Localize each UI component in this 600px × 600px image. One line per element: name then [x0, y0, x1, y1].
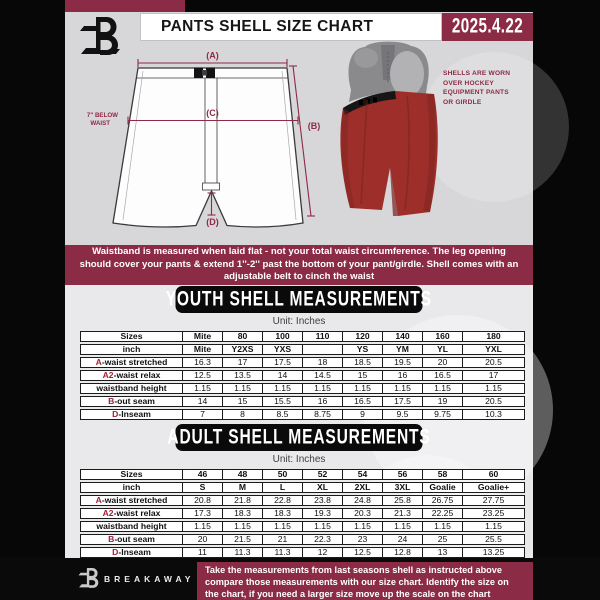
cell-value: 23	[342, 534, 382, 545]
row-label: A2-waist relax	[80, 508, 182, 519]
cell-value: 16	[382, 370, 422, 381]
table-row	[80, 344, 525, 355]
table-row	[80, 508, 525, 519]
tables-section	[65, 285, 533, 558]
cell-value: 1.15	[462, 521, 525, 532]
cell-value: 120	[342, 331, 382, 342]
cell-value: M	[222, 482, 262, 493]
cell-value: 12.5	[342, 547, 382, 558]
table-row	[80, 495, 525, 506]
label-b: (B)	[307, 121, 321, 131]
cell-value: 8.5	[262, 409, 302, 420]
cell-value: 18.3	[262, 508, 302, 519]
row-label-prefix: A	[95, 495, 102, 505]
cell-value: Goalie	[422, 482, 462, 493]
row-label-prefix: D	[112, 409, 119, 419]
cell-value: 52	[302, 469, 342, 480]
adult-unit-label: Unit: Inches	[272, 454, 326, 465]
cell-value: 26.75	[422, 495, 462, 506]
cell-value: 17.5	[382, 396, 422, 407]
cell-value: Y2XS	[222, 344, 262, 355]
cell-value: S	[182, 482, 222, 493]
cell-value: 20	[422, 357, 462, 368]
cell-value: 13.25	[462, 547, 525, 558]
row-label-prefix: D	[112, 547, 119, 557]
shell-photo-caption: SHELLS ARE WORN OVER HOCKEY EQUIPMENT PANTS OR GIRDLE	[443, 70, 511, 106]
row-label: D-Inseam	[80, 409, 182, 420]
row-label: B-out seam	[80, 534, 182, 545]
cell-value: 11	[182, 547, 222, 558]
cell-value: 110	[302, 331, 342, 342]
cell-value: 27.75	[462, 495, 525, 506]
cell-value: 23.8	[302, 495, 342, 506]
cell-value: 22.8	[262, 495, 302, 506]
pants-measurement-diagram	[70, 50, 335, 240]
date-text: 2025.4.22	[451, 14, 524, 39]
table-row	[80, 547, 525, 558]
cell-value: 18.5	[342, 357, 382, 368]
top-accent-strip	[65, 0, 185, 12]
cell-value: 1.15	[182, 383, 222, 394]
cell-value: 11.3	[262, 547, 302, 558]
table-row	[80, 482, 525, 493]
cell-value: 12.8	[382, 547, 422, 558]
cell-value: 8.75	[302, 409, 342, 420]
cell-value: 13.5	[222, 370, 262, 381]
cell-value: 9.5	[382, 409, 422, 420]
date-badge	[442, 13, 533, 41]
cell-value: 22.3	[302, 534, 342, 545]
cell-value: YM	[382, 344, 422, 355]
row-label-prefix: A	[95, 357, 102, 367]
cell-value: L	[262, 482, 302, 493]
row-label-prefix: B	[108, 534, 115, 544]
row-label: waistband height	[80, 521, 182, 532]
table-row	[80, 383, 525, 394]
adult-section-title: ADULT SHELL MEASUREMENTS	[167, 425, 431, 449]
table-row	[80, 370, 525, 381]
cell-value: 1.15	[382, 521, 422, 532]
table-row	[80, 357, 525, 368]
cell-value: 10.3	[462, 409, 525, 420]
cell-value: 18.3	[222, 508, 262, 519]
youth-unit-label: Unit: Inches	[272, 316, 326, 327]
row-label: inch	[80, 482, 182, 493]
pants-outline	[113, 68, 303, 227]
cell-value: 160	[422, 331, 462, 342]
cell-value: 20.5	[462, 357, 525, 368]
row-label-prefix: B	[108, 396, 115, 406]
footer-note-box	[197, 562, 533, 600]
cell-value: 16	[302, 396, 342, 407]
cell-value: YXS	[262, 344, 302, 355]
cell-value: Mite	[182, 331, 222, 342]
cell-value: 16.5	[422, 370, 462, 381]
cell-value: 15	[222, 396, 262, 407]
cell-value: 21.5	[222, 534, 262, 545]
youth-section-title: YOUTH SHELL MEASUREMENTS	[165, 287, 433, 311]
waist-note-line1: 7" BELOW	[86, 112, 118, 119]
cell-value: Mite	[182, 344, 222, 355]
cell-value: 13	[422, 547, 462, 558]
cell-value: 17.3	[182, 508, 222, 519]
cell-value: 14.5	[302, 370, 342, 381]
cell-value: 15	[342, 370, 382, 381]
adult-size-table	[80, 467, 525, 560]
cell-value: 11.3	[222, 547, 262, 558]
page-title-text: PANTS SHELL SIZE CHART	[161, 18, 374, 35]
cell-value: XL	[302, 482, 342, 493]
row-label: A-waist stretched	[80, 495, 182, 506]
row-label: B-out seam	[80, 396, 182, 407]
label-a: (A)	[206, 50, 219, 61]
cell-value: 100	[262, 331, 302, 342]
cell-value: 22.25	[422, 508, 462, 519]
table-row	[80, 331, 525, 342]
cell-value: 16.5	[342, 396, 382, 407]
cell-value: 2XL	[342, 482, 382, 493]
cell-value: 19.5	[382, 357, 422, 368]
adult-section-header	[167, 424, 431, 451]
cell-value: 1.15	[302, 521, 342, 532]
row-label: D-Inseam	[80, 547, 182, 558]
cell-value: 19.3	[302, 508, 342, 519]
cell-value: 18	[302, 357, 342, 368]
cell-value: 180	[462, 331, 525, 342]
page-title	[140, 13, 442, 41]
cell-value: 17.5	[262, 357, 302, 368]
row-label: waistband height	[80, 383, 182, 394]
cell-value: 46	[182, 469, 222, 480]
footer	[0, 558, 600, 600]
cell-value: YXL	[462, 344, 525, 355]
cell-value: 15.5	[262, 396, 302, 407]
cell-value: 25	[422, 534, 462, 545]
cell-value: 21	[262, 534, 302, 545]
table-row	[80, 521, 525, 532]
cell-value: 24	[382, 534, 422, 545]
table-row	[80, 409, 525, 420]
brand-name: BREAKAWAY	[104, 574, 195, 584]
cell-value: 54	[342, 469, 382, 480]
cell-value: 20.5	[462, 396, 525, 407]
cell-value: 1.15	[342, 521, 382, 532]
cell-value: 1.15	[382, 383, 422, 394]
cell-value: 1.15	[222, 383, 262, 394]
label-c: (C)	[206, 108, 219, 118]
cell-value: 21.3	[382, 508, 422, 519]
cell-value: 24.8	[342, 495, 382, 506]
youth-section-header	[165, 286, 433, 313]
cell-value: 25.5	[462, 534, 525, 545]
row-label-prefix: A2	[102, 508, 114, 518]
cell-value: YL	[422, 344, 462, 355]
cell-value: 1.15	[302, 383, 342, 394]
cell-value: 20.8	[182, 495, 222, 506]
cell-value: 20.3	[342, 508, 382, 519]
cell-value: 1.15	[462, 383, 525, 394]
cell-value: 23.25	[462, 508, 525, 519]
cell-value: 140	[382, 331, 422, 342]
label-d: (D)	[206, 217, 219, 227]
cell-value: 60	[462, 469, 525, 480]
cell-value: 19	[422, 396, 462, 407]
cell-value: 8	[222, 409, 262, 420]
shell-photo	[337, 38, 442, 230]
table-row	[80, 534, 525, 545]
cell-value: 14	[182, 396, 222, 407]
cell-value: 12.5	[182, 370, 222, 381]
cell-value: 1.15	[422, 521, 462, 532]
cell-value: Goalie+	[462, 482, 525, 493]
row-label-prefix: A2	[102, 370, 114, 380]
cell-value: 9	[342, 409, 382, 420]
cell-value: 9.75	[422, 409, 462, 420]
cell-value: 80	[222, 331, 262, 342]
row-label: A2-waist relax	[80, 370, 182, 381]
cell-value: 1.15	[182, 521, 222, 532]
cell-value: 17	[462, 370, 525, 381]
row-label: inch	[80, 344, 182, 355]
cell-value: 7	[182, 409, 222, 420]
table-row	[80, 396, 525, 407]
cell-value: 12	[302, 547, 342, 558]
cell-value: 21.8	[222, 495, 262, 506]
breakaway-footer-logo-icon	[78, 567, 101, 590]
footer-note-text: Take the measurements from last seasons shell as instructed above compare those measurements with our size chart. Identify the size on the chart, if you need a larger size move up the scale on the chart	[205, 565, 509, 600]
cell-value: 14	[262, 370, 302, 381]
cell-value: YS	[342, 344, 382, 355]
cell-value: 56	[382, 469, 422, 480]
content-area	[65, 12, 533, 558]
cell-value: 1.15	[422, 383, 462, 394]
cell-value: 1.15	[342, 383, 382, 394]
cell-value: 1.15	[262, 383, 302, 394]
cell-value: 16.3	[182, 357, 222, 368]
cell-value: 48	[222, 469, 262, 480]
table-row	[80, 469, 525, 480]
notice-banner	[65, 245, 533, 285]
waist-note-line2: WAIST	[90, 120, 110, 127]
row-label: Sizes	[80, 469, 182, 480]
red-shell-shape	[340, 91, 437, 216]
cell-value: 50	[262, 469, 302, 480]
cell-value: 17	[222, 357, 262, 368]
cell-value: 58	[422, 469, 462, 480]
notice-text: Waistband is measured when laid flat - not your total waist circumference. The leg opening should cover your pants & extend 1''-2'' past the bottom of your pant/girdle. Shell comes with an adjustable belt to cinch the waist	[79, 245, 519, 283]
cell-value	[302, 344, 342, 355]
youth-size-table	[80, 329, 525, 422]
row-label: A-waist stretched	[80, 357, 182, 368]
cell-value: 1.15	[222, 521, 262, 532]
cell-value: 25.8	[382, 495, 422, 506]
cell-value: 1.15	[262, 521, 302, 532]
row-label: Sizes	[80, 331, 182, 342]
cell-value: 20	[182, 534, 222, 545]
cell-value: 3XL	[382, 482, 422, 493]
